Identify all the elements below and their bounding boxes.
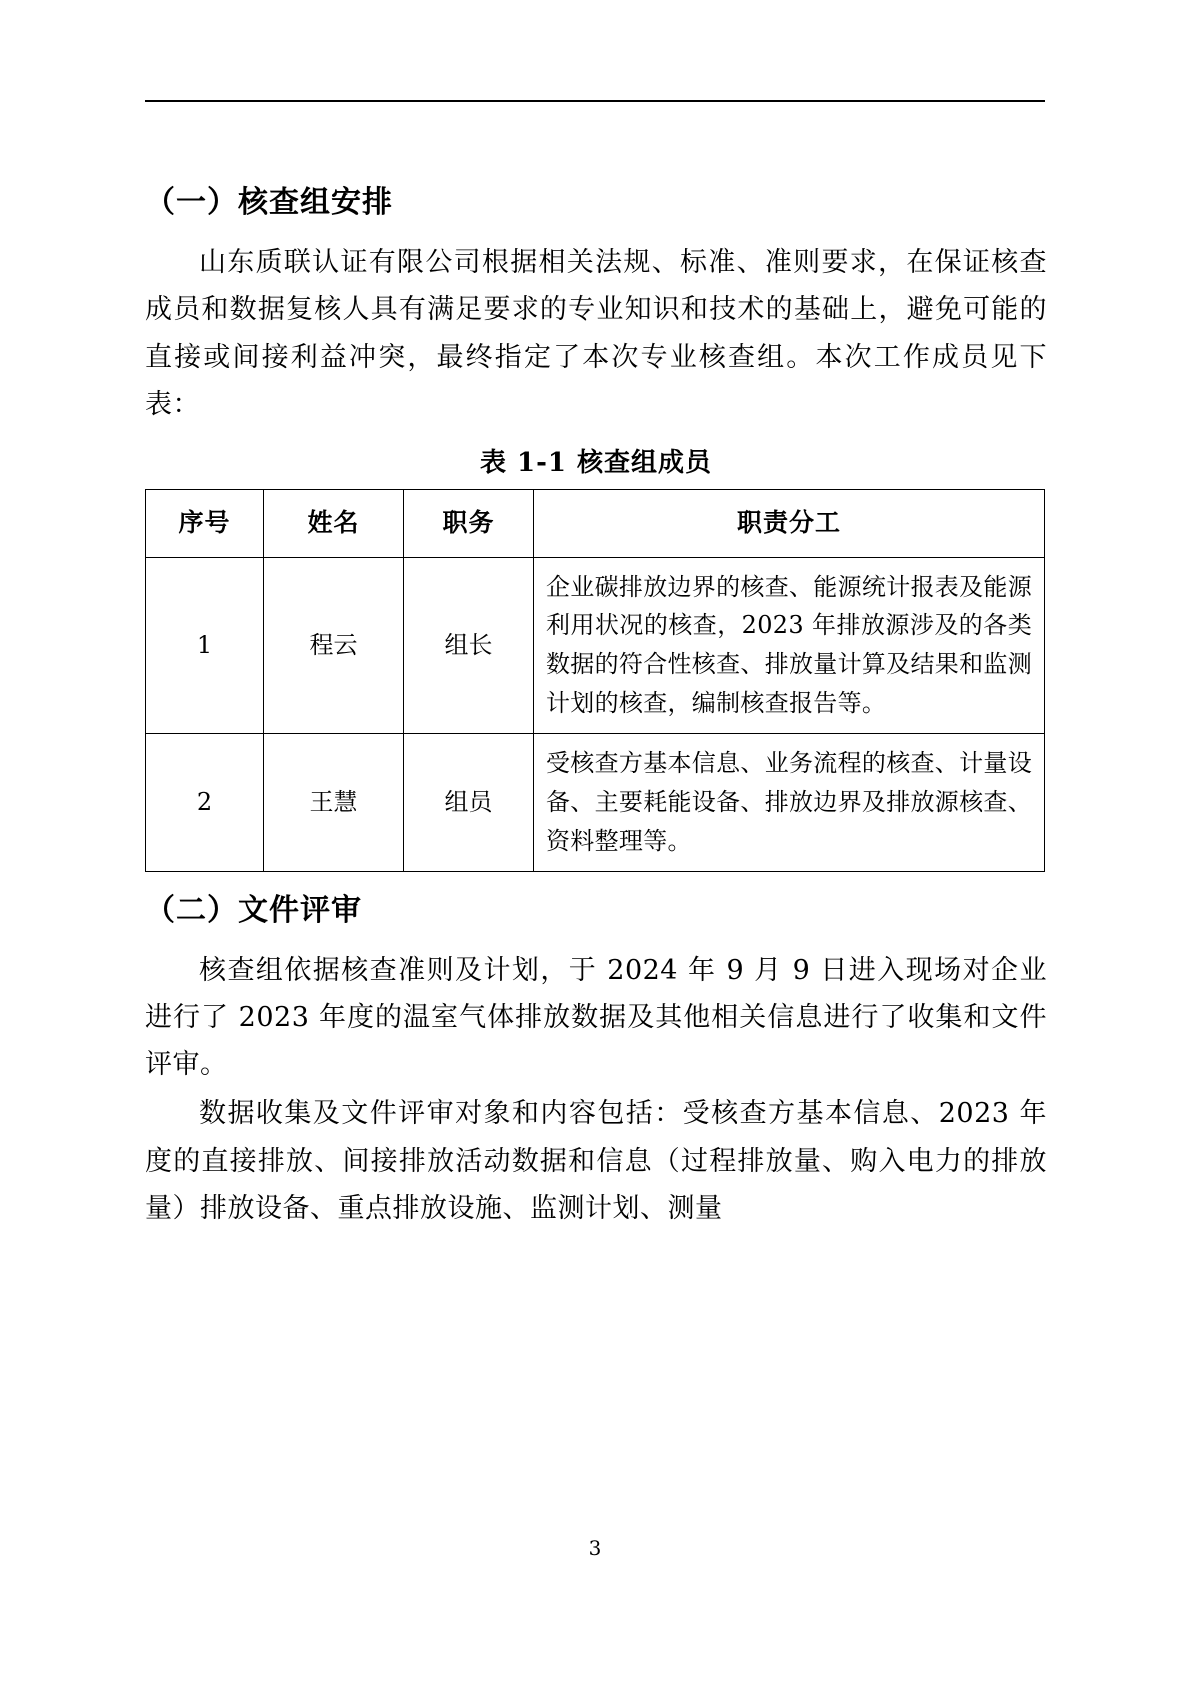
section-2-heading: （二）文件评审 xyxy=(145,892,362,928)
cell-name: 王慧 xyxy=(264,734,404,872)
cell-role: 组长 xyxy=(404,557,534,734)
section-2-paragraph-2: 数据收集及文件评审对象和内容包括：受核查方基本信息、2023 年度的直接排放、间接排放活动数据和信息（过程排放量、购入电力的排放量）排放设备、重点排放设施、监测计划、测量 xyxy=(145,1098,1047,1224)
table-row xyxy=(146,734,1045,872)
page-content xyxy=(145,180,1047,1234)
audit-team-table xyxy=(145,489,1045,872)
cell-index: 2 xyxy=(146,734,264,872)
header-divider xyxy=(145,100,1045,102)
cell-index: 1 xyxy=(146,557,264,734)
section-2-paragraph-1: 核查组依据核查准则及计划，于 2024 年 9 月 9 日进入现场对企业进行了 2023 年度的温室气体排放数据及其他相关信息进行了收集和文件评审。 xyxy=(145,954,1047,1081)
page-number: 3 xyxy=(588,1536,602,1560)
column-header-role: 职务 xyxy=(404,490,534,558)
cell-name: 程云 xyxy=(264,557,404,734)
section-2 xyxy=(145,888,1047,1233)
table-row xyxy=(146,557,1045,734)
table-caption: 表 1-1 核查组成员 xyxy=(479,448,713,478)
section-1-paragraph: 山东质联认证有限公司根据相关法规、标准、准则要求，在保证核查成员和数据复核人具有满足要求的专业知识和技术的基础上，避免可能的直接或间接利益冲突，最终指定了本次专业核查组。本次工作成员见下表： xyxy=(145,247,1047,420)
column-header-index: 序号 xyxy=(146,490,264,558)
cell-duty: 受核查方基本信息、业务流程的核查、计量设备、主要耗能设备、排放边界及排放源核查、资料整理等。 xyxy=(534,734,1045,872)
cell-duty: 企业碳排放边界的核查、能源统计报表及能源利用状况的核查，2023 年排放源涉及的各类数据的符合性核查、排放量计算及结果和监测计划的核查，编制核查报告等。 xyxy=(534,557,1045,734)
table-header-row xyxy=(146,490,1045,558)
column-header-duty: 职责分工 xyxy=(534,490,1045,558)
cell-role: 组员 xyxy=(404,734,534,872)
section-1-heading: （一）核查组安排 xyxy=(145,185,393,220)
column-header-name: 姓名 xyxy=(264,490,404,558)
